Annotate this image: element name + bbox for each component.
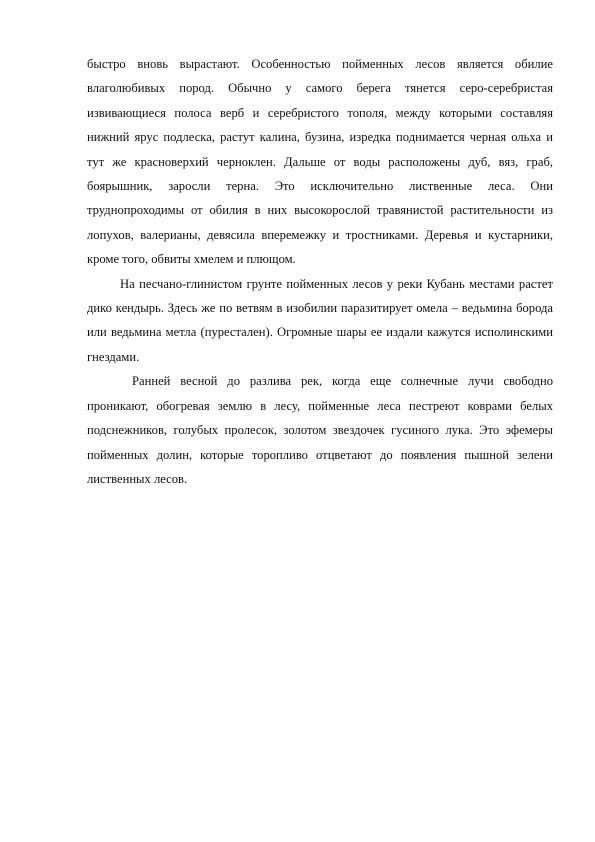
body-text (87, 52, 553, 491)
paragraph-kuban-kendyr: На песчано-глинистом грунте пойменных лесов у реки Кубань местами растет дико кендырь. Здесь же по ветвям в изобилии паразитирует омела – ведьмина борода или ведьмина метла (пурестален). Огромные шары ее издали кажутся исполинскими гнездами. (87, 276, 553, 364)
paragraph-floodplain-forests: быстро вновь вырастают. Особенностью пойменных лесов является обилие влаголюбивых пород. Обычно у самого берега тянется серо-серебристая извивающиеся полоса верб и серебристого тополя, между которыми составляя нижний ярус подлеска, растут калина, бузина, изредка поднимается черная ольха и тут же красноверхий черноклен. Дальше от воды расположены дуб, вяз, граб, боярышник, заросли терна. Это исключительно лиственные леса. Они труднопроходимы от обилия в них высокорослой травянистой растительности из лопухов, валерианы, девясила вперемежку и тростниками. Деревья и кустарники, кроме того, обвиты хмелем и плющом. (87, 57, 553, 267)
paragraph-spring-ephemers: Ранней весной до разлива рек, когда еще солнечные лучи свободно проникают, обогревая землю в лесу, пойменные леса пестреют коврами белых подснежников, голубых пролесок, золотом звездочек гусиного лука. Это эфемеры пойменных долин, которые торопливо отцветают до появления пышной зелени лиственных лесов. (87, 374, 553, 486)
